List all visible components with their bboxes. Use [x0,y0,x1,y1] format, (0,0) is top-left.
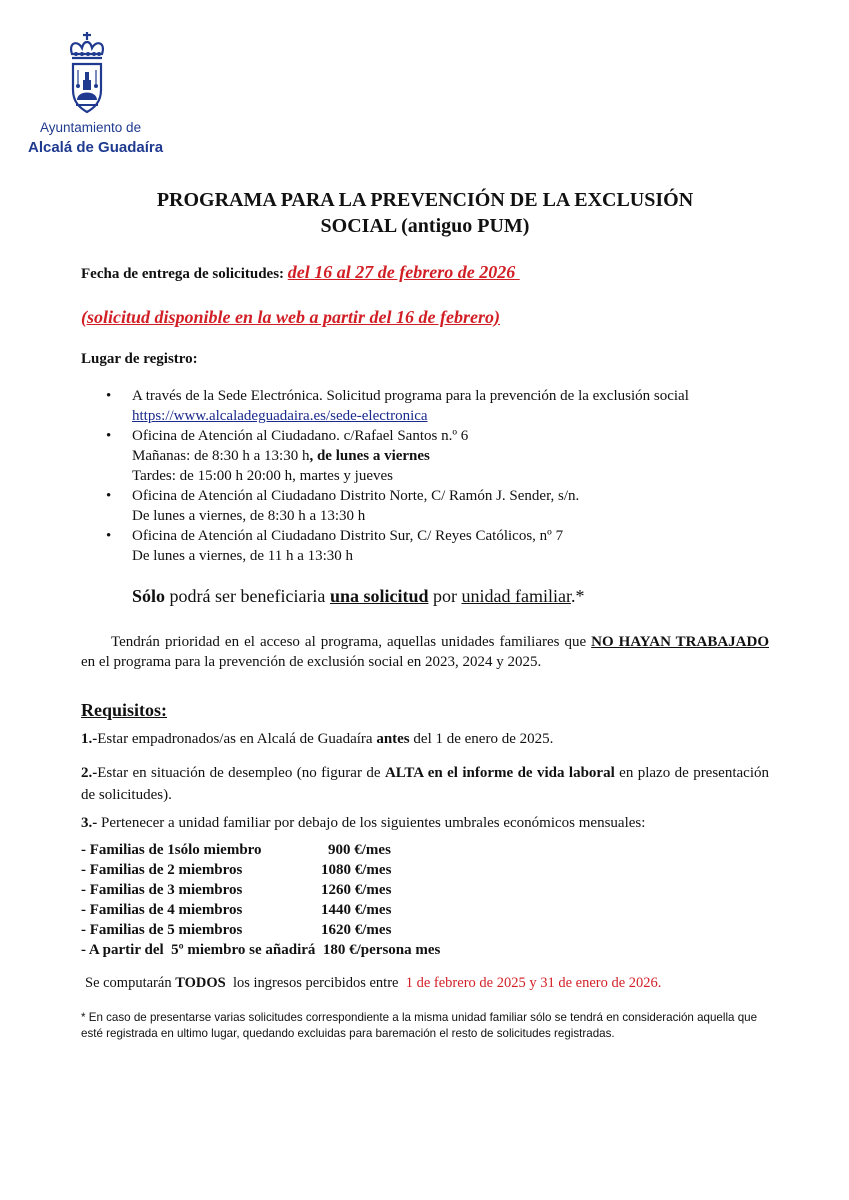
registration-item-hours: De lunes a viernes, de 11 h a 13:30 h [132,548,354,564]
submission-dates-value: del 16 al 27 de febrero de 2026 [287,262,520,282]
priority-text: Tendrán prioridad en el acceso al programa, aquellas unidades familiares que [111,634,592,650]
page-title [60,187,790,239]
coat-of-arms-icon [28,28,178,120]
threshold-row [81,900,440,920]
submission-dates [81,262,520,283]
threshold-row [81,920,440,940]
availability-note: (solicitud disponible en la web a partir del 16 de febrero) [81,307,500,327]
threshold-amount: 1620 €/mes [321,922,392,938]
una-solicitud: una solicitud [329,586,429,606]
list-item [106,426,689,486]
morning-days: , de lunes a viernes [309,448,430,464]
registration-item-hours [132,446,689,466]
threshold-amount: 900 €/mes [328,842,391,858]
income-thresholds-table [81,840,440,960]
threshold-extra: - A partir del 5º miembro se añadirá 180 €/persona mes [81,942,441,958]
requirement-text: Estar en situación de desempleo (no figurar de [97,765,385,781]
threshold-label: - Familias de 2 miembros [81,862,243,878]
bullet-icon: • [106,388,112,404]
requirement-emphasis: ALTA en el informe de vida laboral [384,765,615,781]
registration-heading: Lugar de registro: [81,351,198,367]
income-emphasis: TODOS [175,975,226,991]
requirement-1 [81,731,553,748]
registration-item-hours: Tardes: de 15:00 h 20:00 h, martes y jueves [132,468,393,484]
solo-por: por [428,586,462,606]
priority-paragraph [81,632,769,672]
registration-item-text: Oficina de Atención al Ciudadano Distrito Norte, C/ Ramón J. Sender, s/n. [132,488,580,504]
sede-electronica-link[interactable]: https://www.alcaladeguadaira.es/sede-electronica [132,408,428,424]
registration-item-text: Oficina de Atención al Ciudadano. c/Rafael Santos n.º 6 [132,428,469,444]
list-item [106,486,689,526]
requirement-text: Pertenecer a unidad familiar por debajo de los siguientes umbrales económicos mensuales: [97,815,646,831]
threshold-label: - Familias de 4 miembros [81,902,243,918]
threshold-amount: 1080 €/mes [321,862,392,878]
footnote: * En caso de presentarse varias solicitudes correspondiente a la misma unidad familiar sólo se tendrá en consideración aquella que esté registrada en ultimo lugar, quedando excluidas para baremación el resto de solicitudes registradas. [81,1011,758,1040]
threshold-row [81,880,440,900]
requirement-text-end: del 1 de enero de 2025. [409,731,554,747]
income-period-dates: 1 de febrero de 2025 y 31 de enero de 2026. [405,975,662,991]
requirement-number: 1.- [81,731,98,747]
income-text-mid: los ingresos percibidos entre [225,975,406,991]
requirement-emphasis: antes [376,731,410,747]
requirement-text: Estar empadronados/as en Alcalá de Guadaíra [97,731,377,747]
registration-list [106,386,689,566]
registration-item-hours: De lunes a viernes, de 8:30 h a 13:30 h [132,508,366,524]
threshold-label: - Familias de 1sólo miembro [81,842,262,858]
requirements-heading: Requisitos: [81,700,168,720]
registration-item-text: Oficina de Atención al Ciudadano Distrito Sur, C/ Reyes Católicos, nº 7 [132,528,564,544]
income-text: Se computarán [85,975,176,991]
logo-text-line1: Ayuntamiento de [40,120,142,135]
single-application-note [132,586,584,607]
requirement-text-end: en plazo de presentación de solicitudes). [81,765,769,803]
solo-bold: Sólo [132,586,166,606]
submission-dates-label: Fecha de entrega de solicitudes: [81,266,285,282]
solo-text: podrá ser beneficiaria [165,586,330,606]
bullet-icon: • [106,428,112,444]
title-line-2: SOCIAL (antiguo PUM) [320,215,530,237]
priority-text-end: en el programa para la prevención de exclusión social en 2023, 2024 y 2025. [81,654,542,670]
morning-hours: Mañanas: de 8:30 h a 13:30 h [132,448,310,464]
priority-emphasis: NO HAYAN TRABAJADO [591,634,769,650]
threshold-row [81,860,440,880]
threshold-amount: 1260 €/mes [321,882,392,898]
bullet-icon: • [106,488,112,504]
bullet-icon: • [106,528,112,544]
threshold-label: - Familias de 5 miembros [81,922,243,938]
requirement-2 [81,762,769,806]
unidad-familiar: unidad familiar [461,586,571,606]
list-item [106,386,689,426]
threshold-label: - Familias de 3 miembros [81,882,243,898]
list-item [106,526,689,566]
threshold-amount: 1440 €/mes [321,902,392,918]
requirement-number: 3.- [81,815,98,831]
threshold-row [81,840,440,860]
title-line-1: PROGRAMA PARA LA PREVENCIÓN DE LA EXCLUSIÓN [156,189,694,211]
registration-item-text: A través de la Sede Electrónica. Solicitud programa para la prevención de la exclusión social [132,388,689,404]
requirement-number: 2.- [81,765,98,781]
logo-text-line2: Alcalá de Guadaíra [28,139,164,156]
requirement-3 [81,815,645,832]
income-period-note [85,975,661,992]
municipal-logo [28,28,178,163]
solo-asterisk: .* [570,586,585,606]
